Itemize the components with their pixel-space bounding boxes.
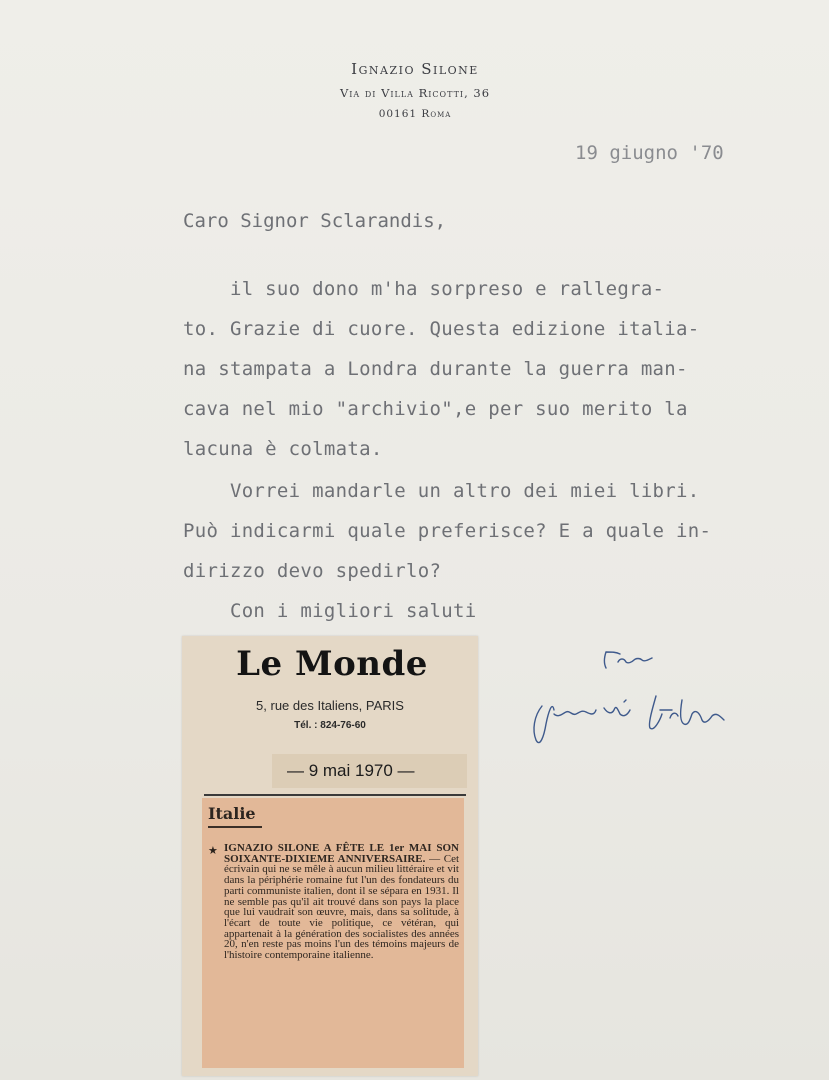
letterhead-name: Ignazio Silone xyxy=(351,60,479,78)
article-section-title: Italie xyxy=(208,804,256,823)
newspaper-clipping xyxy=(182,636,478,1076)
letter-salutation: Caro Signor Sclarandis, xyxy=(183,210,447,232)
clipping-telephone: Tél. : 824-76-60 xyxy=(294,720,366,731)
letter-line: to. Grazie di cuore. Questa edizione italia- xyxy=(183,318,700,340)
letter-line: Vorrei mandarle un altro dei miei libri. xyxy=(183,480,700,502)
letterhead xyxy=(300,60,530,120)
article-section-rule xyxy=(208,826,262,828)
star-icon: ★ xyxy=(208,844,218,857)
letterhead-address: Via di Villa Ricotti, 36 xyxy=(339,86,491,100)
handwritten-signature xyxy=(520,640,740,760)
letter-line: na stampata a Londra durante la guerra man- xyxy=(183,358,688,380)
letter-line: il suo dono m'ha sorpreso e rallegra- xyxy=(183,278,665,300)
letter-line: dirizzo devo spedirlo? xyxy=(183,560,442,582)
article-text xyxy=(224,843,459,961)
letterhead-city: 00161 Roma xyxy=(378,108,452,120)
letter-line: cava nel mio "archivio",e per suo merito la xyxy=(183,398,688,420)
clipping-address: 5, rue des Italiens, PARIS xyxy=(256,698,404,713)
clipping-rule xyxy=(204,794,466,796)
article-headline: IGNAZIO SILONE A FÊTE LE 1er MAI SON SOIXANTE-DIXIEME ANNIVERSAIRE. xyxy=(224,842,459,865)
letter-line: lacuna è colmata. xyxy=(183,438,383,460)
clipping-article xyxy=(202,798,464,1068)
le-monde-logo: Le Monde xyxy=(236,644,428,684)
letter-line: Può indicarmi quale preferisce? E a quale in- xyxy=(183,520,712,542)
article-body: — Cet écrivain qui ne se mêle à aucun milieu littéraire et vit dans la périphérie romaine fut l'un des fondateurs du parti communiste italien, dont il se sépara en 1931. Il ne semble pas qu'il ait trouvé dans son pays la place que lui vaudrait son œuvre, mais, dans sa solitude, à l'écart de toute vie politique, ce vétéran, qui appartenait à la génération des socialistes des années 20, n'en reste pas moins l'un des témoins majeurs de l'histoire contemporaine italienne. xyxy=(224,852,460,962)
signature-drawing xyxy=(520,640,740,760)
letter-line: Con i migliori saluti xyxy=(183,600,477,622)
clipping-date: — 9 mai 1970 — xyxy=(287,761,415,780)
letter-date: 19 giugno '70 xyxy=(575,142,724,164)
